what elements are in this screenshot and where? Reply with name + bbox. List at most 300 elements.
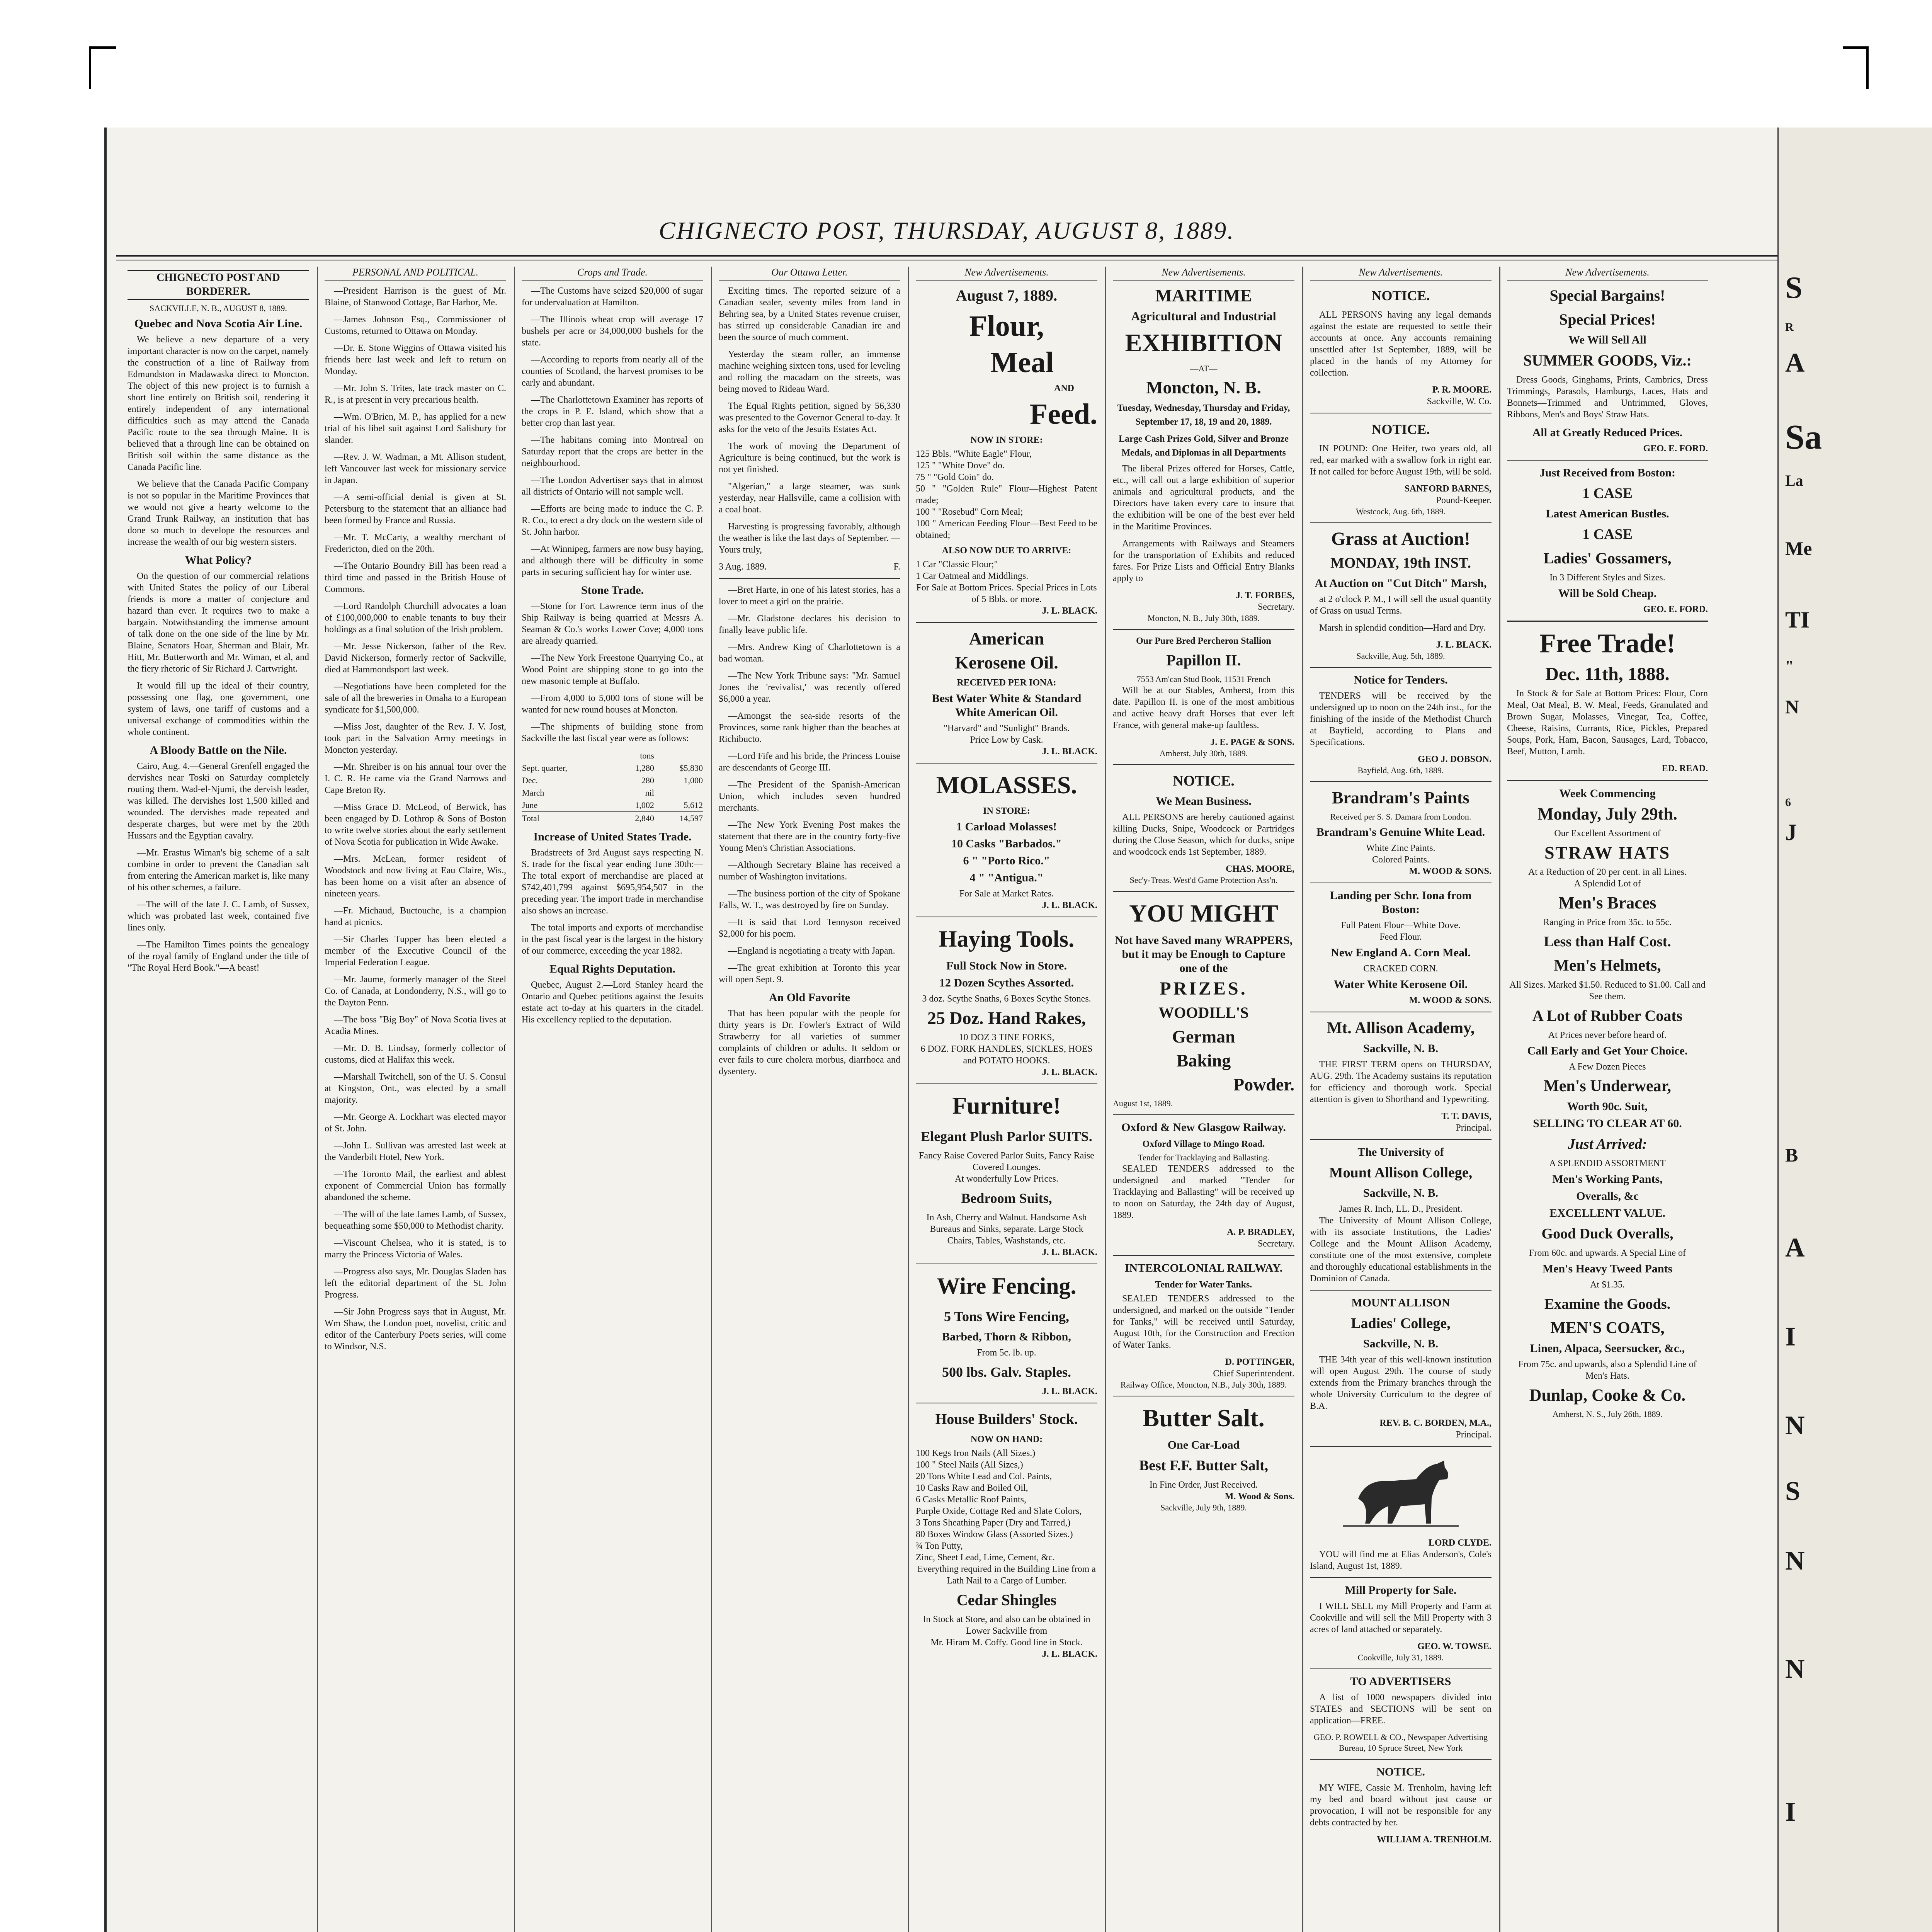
adjacent-page-fragment: "	[1785, 657, 1794, 675]
ad-advertisers-title: TO ADVERTISERS	[1350, 1675, 1451, 1688]
ad-dunlap: Dunlap, Cooke & Co.	[1529, 1386, 1686, 1405]
divider	[1113, 891, 1294, 892]
divider	[1113, 764, 1294, 765]
column-rule	[514, 267, 515, 1932]
column-advertisements-dry-goods	[1507, 267, 1708, 1932]
ad-railway-title: Oxford & New Glasgow Railway.	[1121, 1121, 1286, 1134]
ad-subheading: IN STORE:	[983, 806, 1030, 816]
ad-text-bold: At Auction on "Cut Ditch" Marsh,	[1315, 577, 1487, 590]
ad-text: Ranging in Price from 35c. to 55c.	[1543, 917, 1672, 927]
ad-text-bold: Brandram's Genuine White Lead.	[1316, 826, 1485, 838]
ad-text: At wonderfully Low Prices.	[955, 1174, 1058, 1184]
table-cell: Total	[522, 813, 539, 823]
ad-text-bold: Barbed, Thorn & Ribbon,	[942, 1330, 1071, 1343]
ad-butter-salt-title: Butter Salt.	[1143, 1404, 1265, 1432]
adjacent-page-fragment: I	[1785, 1322, 1796, 1352]
ad-text: In Fine Order, Just Received.	[1149, 1480, 1258, 1490]
ad-maritime: MARITIME	[1155, 286, 1252, 305]
news-item: —Mr. John S. Trites, late track master on C. R., is at present in very precarious health.	[325, 383, 506, 405]
divider	[1113, 1255, 1294, 1256]
column-rule	[317, 267, 318, 1932]
ad-text: ALL PERSONS having any legal demands against the estate are requested to settle their accounts at once. Any accounts remaining unsettled after 1st September, 1889, will be placed in the hands of my Attorney for collection.	[1310, 310, 1492, 378]
ad-papillon: Papillon II.	[1166, 651, 1241, 669]
news-item: —Dr. E. Stone Wiggins of Ottawa visited his friends here last week and left to return on Monday.	[325, 343, 506, 376]
ad-date-large: Dec. 11th, 1888.	[1545, 664, 1670, 684]
table-header-cell: tons	[640, 751, 654, 760]
ad-signature-title: Sec'y-Treas. West'd Game Protection Ass'n.	[1129, 875, 1278, 885]
ad-molasses-title: MOLASSES.	[936, 771, 1077, 799]
news-item: The Equal Rights petition, signed by 56,330 was presented to the Governor General to-day. It asks for the veto of the Jesuits Estates Act.	[719, 401, 900, 434]
news-item: —England is negotiating a treaty with Japan.	[728, 946, 895, 956]
news-item: —The habitans coming into Montreal on Saturday report that the crops are better in the neighbourhood.	[522, 435, 703, 468]
article-paragraph: We believe that the Canada Pacific Company is not so popular in the Maritime Provinces that we would not give a hearty welcome to the Grand Trunk Railway, an institution that has done so much to develope the resources and increase the wealth of our big western sisters.	[128, 479, 309, 547]
ad-text: I WILL SELL my Mill Property and Farm at Cookville and will sell the Mill Property with 3 acres of land attached or separately.	[1310, 1601, 1492, 1634]
ad-text-bold: Men's Working Pants,	[1552, 1173, 1663, 1185]
list-item: 100 Kegs Iron Nails (All Sizes.)	[916, 1448, 1036, 1458]
ad-signature-title: Principal.	[1456, 1123, 1492, 1133]
news-item: —Bret Harte, in one of his latest stories, has a lover to meet a girl on the prairie.	[719, 585, 900, 607]
divider	[1310, 1446, 1492, 1447]
news-item: —Fr. Michaud, Buctouche, is a champion hand at picnics.	[325, 906, 506, 927]
ad-text: Fancy Raise Covered Parlor Suits, Fancy Raise Covered Lounges.	[919, 1151, 1094, 1172]
ad-notice-title: NOTICE.	[1173, 773, 1235, 789]
ad-text-bold: One Car-Load	[1167, 1439, 1240, 1451]
list-item: 100 " "Rosebud" Corn Meal;	[916, 507, 1023, 517]
list-item: 10 Casks Raw and Boiled Oil,	[916, 1483, 1028, 1493]
news-item: —The Customs have seized $20,000 of sugar for undervaluation at Hamilton.	[522, 286, 703, 308]
ad-text: TENDERS will be received by the undersigned up to noon on the 24th inst., for the finishing of the inside of the Methodist Church at Bayfield, according to Plans and Specifications.	[1310, 691, 1492, 747]
ad-text-bold: Sackville, N. B.	[1363, 1337, 1439, 1350]
ad-text-bold: Men's Heavy Tweed Pants	[1542, 1262, 1673, 1275]
article-paragraph: We believe a new departure of a very important character is now on the carpet, namely the construction of a line of Railway from Edmundston in Madawaska direct to Moncton. The object of this new project is to furnish a short line entirely on British soil, rendering it entirely independent of any international difficulties such as may attend the Canada Pacific route to the sea through Maine. It is believed that a through line can be obtained on British soil within the same distance as the Canada Pacific line.	[128, 335, 309, 472]
article-paragraph: It would fill up the ideal of their country, possessing one flag, one government, one system of laws, one tariff of customs and a universal exchange of commodities within the whole continent.	[128, 681, 309, 737]
ad-date: August 1st, 1889.	[1113, 1099, 1173, 1108]
list-item: 6 " "Porto Rico."	[963, 854, 1050, 867]
news-item: Exciting times. The reported seizure of a Canadian sealer, seventy miles from land in Behring sea, by a United States revenue cruiser, has stirred up considerable Canadian ire and been the source of much comment.	[719, 286, 900, 342]
column-editorial	[128, 267, 309, 1932]
ad-signature: CHAS. MOORE,	[1225, 864, 1294, 874]
ad-examine: Examine the Goods.	[1544, 1296, 1671, 1312]
ad-text-bold: Overalls, &c	[1576, 1190, 1639, 1202]
table-cell: 1,002	[635, 800, 654, 810]
divider	[1507, 780, 1708, 781]
ad-text-large: MONDAY, 19th INST.	[1330, 555, 1471, 571]
ad-text: 6 DOZ. FORK HANDLES, SICKLES, HOES and POTATO HOOKS.	[920, 1044, 1093, 1066]
ad-special-prices: Special Prices!	[1559, 311, 1656, 328]
table-cell: 1,000	[684, 776, 703, 785]
ad-text-bold: We Mean Business.	[1156, 795, 1252, 808]
ad-boston-title: Just Received from Boston:	[1539, 466, 1675, 479]
ad-text: CRACKED CORN.	[1363, 964, 1438, 974]
news-item: The total imports and exports of merchandise in the past fiscal year is the largest in the history of our commerce, exceeding the year 1882.	[522, 923, 703, 956]
news-item: —Progress also says, Mr. Douglas Sladen has left the editorial department of the St. John Progress.	[325, 1267, 506, 1300]
column-heading: PERSONAL AND POLITICAL.	[325, 267, 506, 281]
ad-signature: T. T. DAVIS,	[1441, 1111, 1492, 1121]
table-cell	[655, 787, 703, 799]
table-row	[522, 762, 703, 774]
headline-nile-battle: A Bloody Battle on the Nile.	[150, 744, 287, 757]
list-item: 20 Tons White Lead and Col. Paints,	[916, 1471, 1052, 1481]
list-item: 100 " Steel Nails (All Sizes,)	[916, 1460, 1023, 1470]
divider	[1507, 621, 1708, 622]
divider	[1507, 460, 1708, 461]
ad-underwear: Men's Underwear,	[1544, 1077, 1671, 1095]
news-item: Yesterday the steam roller, an immense machine weighing sixteen tons, used for leveling and rolling the macadam on the streets, was being moved to Rideau Ward.	[719, 349, 900, 394]
news-item: —It is said that Lord Tennyson received $2,000 for his poem.	[719, 917, 900, 939]
ad-text-bold: Will be Sold Cheap.	[1558, 587, 1657, 600]
ad-grass-title: Grass at Auction!	[1331, 529, 1470, 549]
ad-flour-title: Flour,	[969, 310, 1044, 342]
list-item: 125 " "White Dove" do.	[916, 461, 1005, 471]
news-item: —The great exhibition at Toronto this year will open Sept. 9.	[719, 963, 900, 985]
ad-powder: Powder.	[1233, 1075, 1294, 1094]
ad-furniture-title: Furniture!	[952, 1093, 1061, 1119]
adjacent-page-fragment: J	[1785, 820, 1797, 845]
ad-signature: J. L. BLACK.	[1436, 640, 1492, 650]
ad-signature: M. WOOD & SONS.	[1409, 866, 1492, 876]
ad-text: Feed Flour.	[1379, 932, 1422, 942]
stone-shipments-table	[522, 750, 703, 825]
list-item: 3 Tons Sheathing Paper (Dry and Tarred,)	[916, 1518, 1071, 1528]
ad-signature: A. P. BRADLEY,	[1227, 1227, 1294, 1237]
ad-signature-title: Principal.	[1456, 1430, 1492, 1440]
headline-air-line: Quebec and Nova Scotia Air Line.	[134, 317, 303, 330]
ad-text-large: 5 Tons Wire Fencing,	[944, 1309, 1070, 1324]
table-cell: Dec.	[522, 776, 538, 785]
ad-text: Marsh in splendid condition—Hard and Dry.	[1319, 623, 1486, 633]
news-item: —Mrs. McLean, former resident of Woodstock and now living at Eau Claire, Wis., has been home on a visit after an absence of nineteen years.	[325, 854, 506, 899]
ad-date: Sackville, July 9th, 1889.	[1160, 1503, 1247, 1512]
news-item: —John L. Sullivan was arrested last week at the Vanderbilt Hotel, New York.	[325, 1141, 506, 1162]
news-item: —Lord Fife and his bride, the Princess Louise are descendants of George III.	[719, 751, 900, 773]
adjacent-page-fragment: A	[1785, 348, 1805, 378]
table-cell: nil	[645, 788, 654, 798]
headline-what-policy: What Policy?	[185, 554, 252, 566]
news-item: —From 4,000 to 5,000 tons of stone will be wanted for new round houses at Moncton.	[522, 693, 703, 715]
masthead-rule	[116, 255, 1777, 257]
ad-date: Amherst, N. S., July 26th, 1889.	[1552, 1409, 1663, 1419]
divider	[1310, 667, 1492, 668]
ad-landing-title: Landing per Schr. Iona from Boston:	[1330, 889, 1472, 916]
ad-feed-title: Feed.	[1029, 398, 1097, 430]
news-item: —Mr. Jesse Nickerson, father of the Rev. David Nickerson, formerly rector of Sackville, died at Hammondsport last week.	[325, 641, 506, 675]
ad-text: THE 34th year of this well-known institution will open August 29th. The course of study extends from the Primary branches through the whole University Curriculum to the degree of B.A.	[1310, 1355, 1492, 1411]
ad-subheading: Oxford Village to Mingo Road.	[1142, 1139, 1265, 1149]
ad-text-large: 25 Doz. Hand Rakes,	[927, 1008, 1086, 1028]
news-item: —A semi-official denial is given at St. Petersburg to the statement that an alliance had been formed by France and Russia.	[325, 492, 506, 526]
crop-mark-top-left-h	[89, 46, 116, 49]
list-item: 1 Car Oatmeal and Middlings.	[916, 571, 1029, 581]
ad-braces: Men's Braces	[1558, 893, 1656, 912]
ad-text: From 5c. lb. up.	[977, 1348, 1036, 1358]
news-item: —The business portion of the city of Spokane Falls, W. T., was destroyed by fire on Sunday.	[719, 889, 900, 910]
ad-signature: D. POTTINGER,	[1225, 1357, 1294, 1367]
ad-text: Full Patent Flour—White Dove.	[1341, 920, 1461, 930]
ad-subheading: Tender for Tracklaying and Ballasting.	[1138, 1153, 1269, 1162]
news-item: —Sir John Progress says that in August, Mr. Wm Shaw, the London poet, novelist, critic and editor of the Canterbury Poets series, will come to Windsor, N.S.	[325, 1307, 506, 1352]
news-item: —Mr. George A. Lockhart was elected mayor of St. John.	[325, 1112, 506, 1134]
ad-signature: J. L. BLACK.	[1042, 1386, 1097, 1396]
ad-signature-title: Secretary.	[1257, 602, 1294, 612]
ad-text: THE FIRST TERM opens on THURSDAY, AUG. 29th. The Academy sustains its reputation for efficiency and thorough work. Special attention is given to Shorthand and Typewriting.	[1310, 1060, 1492, 1104]
ad-signature: J. L. BLACK.	[1042, 606, 1097, 616]
ad-moncton: Moncton, N. B.	[1146, 378, 1261, 397]
news-item: —The will of the late James Lamb, of Sussex, bequeathing some $50,000 to Methodist charity.	[325, 1209, 506, 1231]
news-item: "Algerian," a large steamer, was sunk yesterday, near Hallsville, came a collision with a coal boat.	[719, 481, 900, 515]
news-item: —At Winnipeg, farmers are now busy haying, and although there will be difficulty in some parts in securing sufficient hay for winter use.	[522, 544, 703, 577]
ad-intercolonial-title: INTERCOLONIAL RAILWAY.	[1124, 1262, 1283, 1274]
ad-text: YOU will find me at Elias Anderson's, Cole's Island, August 1st, 1889.	[1310, 1549, 1492, 1571]
ad-text: Mr. Hiram M. Coffy. Good line in Stock.	[930, 1638, 1083, 1648]
column-crops-trade	[522, 267, 703, 1932]
ad-kerosene-title-2: Kerosene Oil.	[955, 653, 1058, 672]
ad-text-bold: Latest American Bustles.	[1546, 507, 1669, 520]
ad-text: For Sale at Bottom Prices. Special Prices in Lots of 5 Bbls. or more.	[916, 583, 1097, 604]
divider	[916, 763, 1097, 764]
article-paragraph: —Mr. Erastus Wiman's big scheme of a salt combine in order to prevent the Canadian salt from entering the American market is, like many of his other schemes, a failure.	[128, 848, 309, 893]
list-item: 6 Casks Metallic Roof Paints,	[916, 1495, 1026, 1505]
news-item: —The Charlottetown Examiner has reports of the crops in P. E. Island, which show that a better crop than last year.	[522, 395, 703, 428]
paper-name: CHIGNECTO POST AND BORDERER.	[128, 270, 309, 300]
crop-mark-top-right-h	[1843, 46, 1869, 49]
ad-text: at 2 o'clock P. M., I will sell the usual quantity of Grass on usual Terms.	[1310, 594, 1492, 616]
ad-text-large: Bedroom Suits,	[961, 1190, 1052, 1206]
news-item: —Amongst the sea-side resorts of the Provinces, some rank higher than the beaches at Richibucto.	[719, 711, 900, 744]
ad-exhibition-dates: Tuesday, Wednesday, Thursday and Friday, September 17, 18, 19 and 20, 1889.	[1117, 403, 1290, 427]
table-cell: 14,597	[679, 813, 703, 823]
ad-straw-hats: STRAW HATS	[1544, 843, 1671, 862]
ad-signature: J. L. BLACK.	[1042, 747, 1097, 757]
ad-text: Our Excellent Assortment of	[1554, 828, 1661, 838]
news-item: —Although Secretary Blaine has received a number of Washington invitations.	[719, 860, 900, 882]
ad-text: Arrangements with Railways and Steamers for the transportation of Exhibits and reduced fares. For Prize Lists and Official Entry Blanks apply to	[1113, 539, 1294, 583]
ad-ladies-college-title: MOUNT ALLISON	[1351, 1296, 1450, 1309]
news-item: —Mrs. Andrew King of Charlottetown is a bad woman.	[719, 642, 900, 664]
ad-text-bold: Sackville, N. B.	[1363, 1187, 1439, 1199]
news-item: —Mr. T. McCarty, a wealthy merchant of Fredericton, died on the 20th.	[325, 532, 506, 554]
ad-subheading: Tender for Water Tanks.	[1155, 1280, 1252, 1290]
ad-text-bold: Best Water White & Standard White American Oil.	[932, 692, 1082, 719]
divider	[1310, 1759, 1492, 1760]
ad-case: 1 CASE	[1582, 485, 1633, 502]
ad-text: SEALED TENDERS addressed to the undersigned and marked "Tender for Tracklaying and Ballasting" will be received up to noon on Saturday, the 24th day of August, 1889.	[1113, 1164, 1294, 1220]
headline-equal-rights: Equal Rights Deputation.	[549, 963, 675, 975]
ad-signature: P. R. MOORE.	[1432, 385, 1492, 395]
ad-helmets: Men's Helmets,	[1554, 957, 1661, 975]
ad-notice-title: NOTICE.	[1371, 288, 1430, 303]
ad-text-bold: Water White Kerosene Oil.	[1333, 978, 1468, 991]
news-item: —Lord Randolph Churchill advocates a loan of £100,000,000 to enable tenants to buy their holdings as a final solution of the Irish problem.	[325, 601, 506, 634]
ad-text: In Stock at Store, and also can be obtained in Lower Sackville from	[923, 1614, 1090, 1636]
divider	[1310, 1577, 1492, 1578]
ad-mens-coats: MEN'S COATS,	[1550, 1319, 1665, 1337]
list-item: 10 Casks "Barbados."	[951, 837, 1062, 850]
ad-signature: ED. READ.	[1662, 764, 1708, 774]
ad-text-bold: Call Early and Get Your Choice.	[1527, 1044, 1688, 1057]
table-cell: June	[522, 800, 538, 810]
news-item: —Mr. Gladstone declares his decision to finally leave public life.	[719, 614, 900, 635]
news-item: That has been popular with the people for thirty years is Dr. Fowler's Extract of Wild Strawberry for all varieties of summer complaints of children or adults. It seldom or ever fails to cure cholera morbus, diarrhoea and dysentery.	[719, 1009, 900, 1077]
column-heading: New Advertisements.	[1310, 267, 1492, 281]
column-rule	[1105, 267, 1106, 1932]
ad-text: Will be at our Stables, Amherst, from this date. Papillon II. is one of the most ambitious and active heavy draft Horses that ever left France, with general make-up faultless.	[1113, 685, 1294, 730]
ad-exhibition-prizes: Large Cash Prizes Gold, Silver and Bronze Medals, and Diplomas in all Departments	[1119, 434, 1289, 458]
column-heading: Our Ottawa Letter.	[719, 267, 900, 281]
list-item: 1 Car "Classic Flour;"	[916, 560, 998, 570]
table-cell: 280	[641, 776, 654, 785]
news-item: —The President of the Spanish-American Union, which includes seven hundred merchants.	[719, 780, 900, 813]
ad-signature: LORD CLYDE.	[1428, 1538, 1492, 1548]
table-row-total	[522, 812, 703, 825]
letter-date: 3 Aug. 1889.	[719, 562, 767, 572]
ad-signature: WILLIAM A. TRENHOLM.	[1377, 1835, 1492, 1845]
news-item: —The New York Tribune says: "Mr. Samuel Jones the 'revivalist,' was recently offered $6,000 a year.	[719, 671, 900, 704]
ad-builders-title: House Builders' Stock.	[935, 1411, 1078, 1427]
news-item: —President Harrison is the guest of Mr. Blaine, of Stanwood Cottage, Bar Harbor, Me.	[325, 286, 506, 308]
divider	[1310, 1668, 1492, 1669]
list-item: 100 " American Feeding Flour—Best Feed to be obtained;	[916, 519, 1097, 540]
divider	[1113, 1114, 1294, 1115]
ad-less-than-half: Less than Half Cost.	[1544, 934, 1671, 950]
column-advertisements-black	[916, 267, 1097, 1932]
ad-date: Railway Office, Moncton, N.B., July 30th, 1889.	[1120, 1380, 1287, 1389]
news-item: —Wm. O'Brien, M. P., has applied for a new trial of his libel suit against Lord Salisbury for slander.	[325, 412, 506, 445]
ad-text: 3 doz. Scythe Snaths, 6 Boxes Scythe Stones.	[922, 994, 1091, 1004]
news-item: —The Toronto Mail, the earliest and ablest exponent of Commercial Union has formally abandoned the scheme.	[325, 1169, 506, 1202]
table-cell: 5,612	[684, 800, 703, 810]
divider	[1310, 1139, 1492, 1140]
column-heading: Crops and Trade.	[522, 267, 703, 281]
divider	[1310, 522, 1492, 523]
letter-signoff	[719, 561, 900, 573]
adjacent-page-fragment: N	[1785, 1411, 1805, 1440]
column-rule	[1302, 267, 1303, 1932]
divider	[1310, 1290, 1492, 1291]
ad-text: From 75c. and upwards, also a Splendid Line of Men's Hats.	[1518, 1359, 1697, 1381]
ad-mill-title: Mill Property for Sale.	[1345, 1584, 1457, 1597]
adjacent-page-fragment: S	[1785, 1476, 1800, 1506]
ad-text-bold: 12 Dozen Scythes Assorted.	[939, 976, 1074, 989]
ad-german: German	[1172, 1027, 1235, 1046]
ad-signature: J. L. BLACK.	[1042, 900, 1097, 910]
ad-text: A list of 1000 newspapers divided into STATES and SECTIONS will be sent on application—FREE.	[1310, 1692, 1492, 1726]
ad-tenders-title: Notice for Tenders.	[1354, 673, 1448, 686]
divider	[1113, 629, 1294, 630]
news-item: —Marshall Twitchell, son of the U. S. Consul at Kingston, Ont., was elected by a small majority.	[325, 1072, 506, 1105]
adjacent-page-fragment: Sa	[1785, 418, 1822, 456]
ad-date: Westcock, Aug. 6th, 1889.	[1355, 507, 1446, 516]
ad-agricultural: Agricultural and Industrial	[1131, 309, 1276, 323]
list-item: Zinc, Sheet Lead, Lime, Cement, &c.	[916, 1553, 1055, 1563]
ad-free-trade: Free Trade!	[1539, 629, 1675, 658]
ad-signature: GEO. E. FORD.	[1643, 444, 1708, 454]
ad-cedar-title: Cedar Shingles	[956, 1591, 1057, 1609]
adjacent-page-fragment: S	[1785, 271, 1803, 305]
ad-meal-title: Meal	[990, 346, 1054, 379]
ad-rubber-coats: A Lot of Rubber Coats	[1532, 1007, 1683, 1024]
ad-special-bargains: Special Bargains!	[1549, 287, 1665, 304]
masthead: CHIGNECTO POST, THURSDAY, AUGUST 8, 1889.	[658, 217, 1235, 244]
ad-baking: Baking	[1176, 1051, 1231, 1070]
ad-subheading: NOW IN STORE:	[970, 435, 1043, 445]
list-item: 50 " "Golden Rule" Flour—Highest Patent made;	[916, 484, 1097, 505]
news-item: —Mr. Jaume, formerly manager of the Steel Co. of Canada, at Londonderry, N.S., will go to the Dayton Penn.	[325, 975, 506, 1008]
ad-text-bold: New England A. Corn Meal.	[1331, 946, 1471, 959]
table-cell: 2,840	[635, 813, 654, 823]
adjacent-page-fragment: N	[1785, 696, 1799, 718]
adjacent-page-fragment: I	[1785, 1797, 1796, 1827]
ad-signature: J. L. BLACK.	[1042, 1247, 1097, 1257]
ad-signature-title: Secretary.	[1257, 1239, 1294, 1249]
column-advertisements-exhibition	[1113, 267, 1294, 1932]
news-item: Bradstreets of 3rd August says respecting N. S. trade for the fiscal year ending June 30th:—The total export of merchandise are placed at $742,401,799 against $695,954,507 in the preceding year. The import trade in merchandise also shows an increase.	[522, 848, 703, 916]
ad-signature-title: Pound-Keeper.	[1436, 495, 1492, 505]
ad-woodill: WOODILL'S	[1158, 1004, 1249, 1021]
ad-text: For Sale at Market Rates.	[959, 889, 1054, 899]
news-item: —Mr. D. B. Lindsay, formerly collector of customs, died at Halifax this week.	[325, 1043, 506, 1065]
ad-notice-title: NOTICE.	[1371, 422, 1430, 437]
ad-notice-title: NOTICE.	[1376, 1765, 1425, 1778]
ad-text: In 3 Different Styles and Sizes.	[1549, 573, 1665, 583]
news-item: —Mr. Shreiber is on his annual tour over the I. C. R. He came via the Grand Narrows and Cape Breton Ry.	[325, 762, 506, 795]
ad-text: In Ash, Cherry and Walnut. Handsome Ash Bureaus and Sinks, separate. Large Stock Chairs, Tables, Washstands, etc.	[926, 1213, 1087, 1246]
ad-text-bold: Worth 90c. Suit,	[1567, 1100, 1648, 1113]
ad-monday: Monday, July 29th.	[1537, 804, 1677, 823]
ad-subheading: ALSO NOW DUE TO ARRIVE:	[942, 546, 1071, 556]
news-item: —The shipments of building stone from Sackville the last fiscal year were as follows:	[522, 722, 703, 743]
news-item: Harvesting is progressing favorably, although the weather is like the last days of September. — Yours truly,	[719, 522, 900, 555]
ad-text-bold: Week Commencing	[1559, 787, 1656, 800]
ad-text: "Harvard" and "Sunlight" Brands.	[944, 723, 1070, 733]
headline-old-favorite: An Old Favorite	[769, 991, 850, 1004]
article-paragraph: Cairo, Aug. 4.—General Grenfell engaged the dervishes near Toski on Saturday completely routing them. Wad-el-Njumi, the dervish leader, was killed. The dervishes lost 1,500 killed and wounded. The dervishes made repeated and desperate charges, but were met by the 20th Hussars and the Egyptian cavalry.	[128, 761, 309, 841]
ad-academy-title: Mt. Allison Academy,	[1327, 1019, 1475, 1037]
ad-signature: GEO. W. TOWSE.	[1417, 1641, 1492, 1651]
adjacent-page-fragment: 6	[1785, 796, 1791, 809]
ad-text: All Sizes. Marked $1.50. Reduced to $1.00. Call and See them.	[1509, 980, 1706, 1002]
ad-text: At $1.35.	[1590, 1280, 1625, 1290]
ad-text: From 60c. and upwards. A Special Line of	[1529, 1248, 1686, 1258]
column-rule	[1499, 267, 1500, 1932]
table-row	[522, 774, 703, 787]
ad-text-large: Elegant Plush Parlor SUITS.	[921, 1129, 1092, 1144]
ad-text: 10 DOZ 3 TINE FORKS,	[959, 1032, 1054, 1043]
ad-summer-goods: SUMMER GOODS, Viz.:	[1523, 352, 1692, 369]
headline-us-trade: Increase of United States Trade.	[533, 830, 692, 843]
news-item: —Efforts are being made to induce the C. P. R. Co., to erect a dry dock on the western side of St. John harbor.	[522, 504, 703, 537]
ad-text-bold: SELLING TO CLEAR AT 60.	[1533, 1117, 1682, 1130]
list-item: 125 Bbls. "White Eagle" Flour,	[916, 449, 1032, 459]
ad-date: Sackville, Aug. 5th, 1889.	[1356, 651, 1445, 661]
news-item: —The Illinois wheat crop will average 17 bushels per acre or 34,000,000 bushels for the state.	[522, 315, 703, 348]
article-paragraph: —The will of the late J. C. Lamb, of Sussex, which was probated last week, contained five lines only.	[128, 900, 309, 933]
ad-at: —AT—	[1190, 364, 1218, 373]
table-cell: Sept. quarter,	[522, 763, 568, 773]
ad-text: At a Reduction of 20 per cent. in all Lines.	[1528, 867, 1687, 877]
ad-text-bold: Full Stock Now in Store.	[946, 959, 1067, 972]
ad-text: James R. Inch, LL. D., President.	[1339, 1204, 1463, 1214]
news-item: —Miss Jost, daughter of the Rev. J. V. Jost, took part in the Salvation Army meetings in Moncton yesterday.	[325, 722, 506, 755]
ad-you-might: YOU MIGHT	[1129, 900, 1278, 927]
column-heading: New Advertisements.	[916, 267, 1097, 281]
news-item: —According to reports from nearly all of the counties of Scotland, the harvest promises to be early and abundant.	[522, 355, 703, 388]
table-cell: 1,280	[635, 763, 654, 773]
news-item: —James Johnson Esq., Commissioner of Customs, returned to Ottawa on Monday.	[325, 315, 506, 336]
adjacent-page-fragment: La	[1785, 472, 1803, 489]
divider	[719, 578, 900, 579]
dateline: SACKVILLE, N. B., AUGUST 8, 1889.	[150, 303, 287, 313]
horse-illustration	[1343, 1452, 1459, 1533]
